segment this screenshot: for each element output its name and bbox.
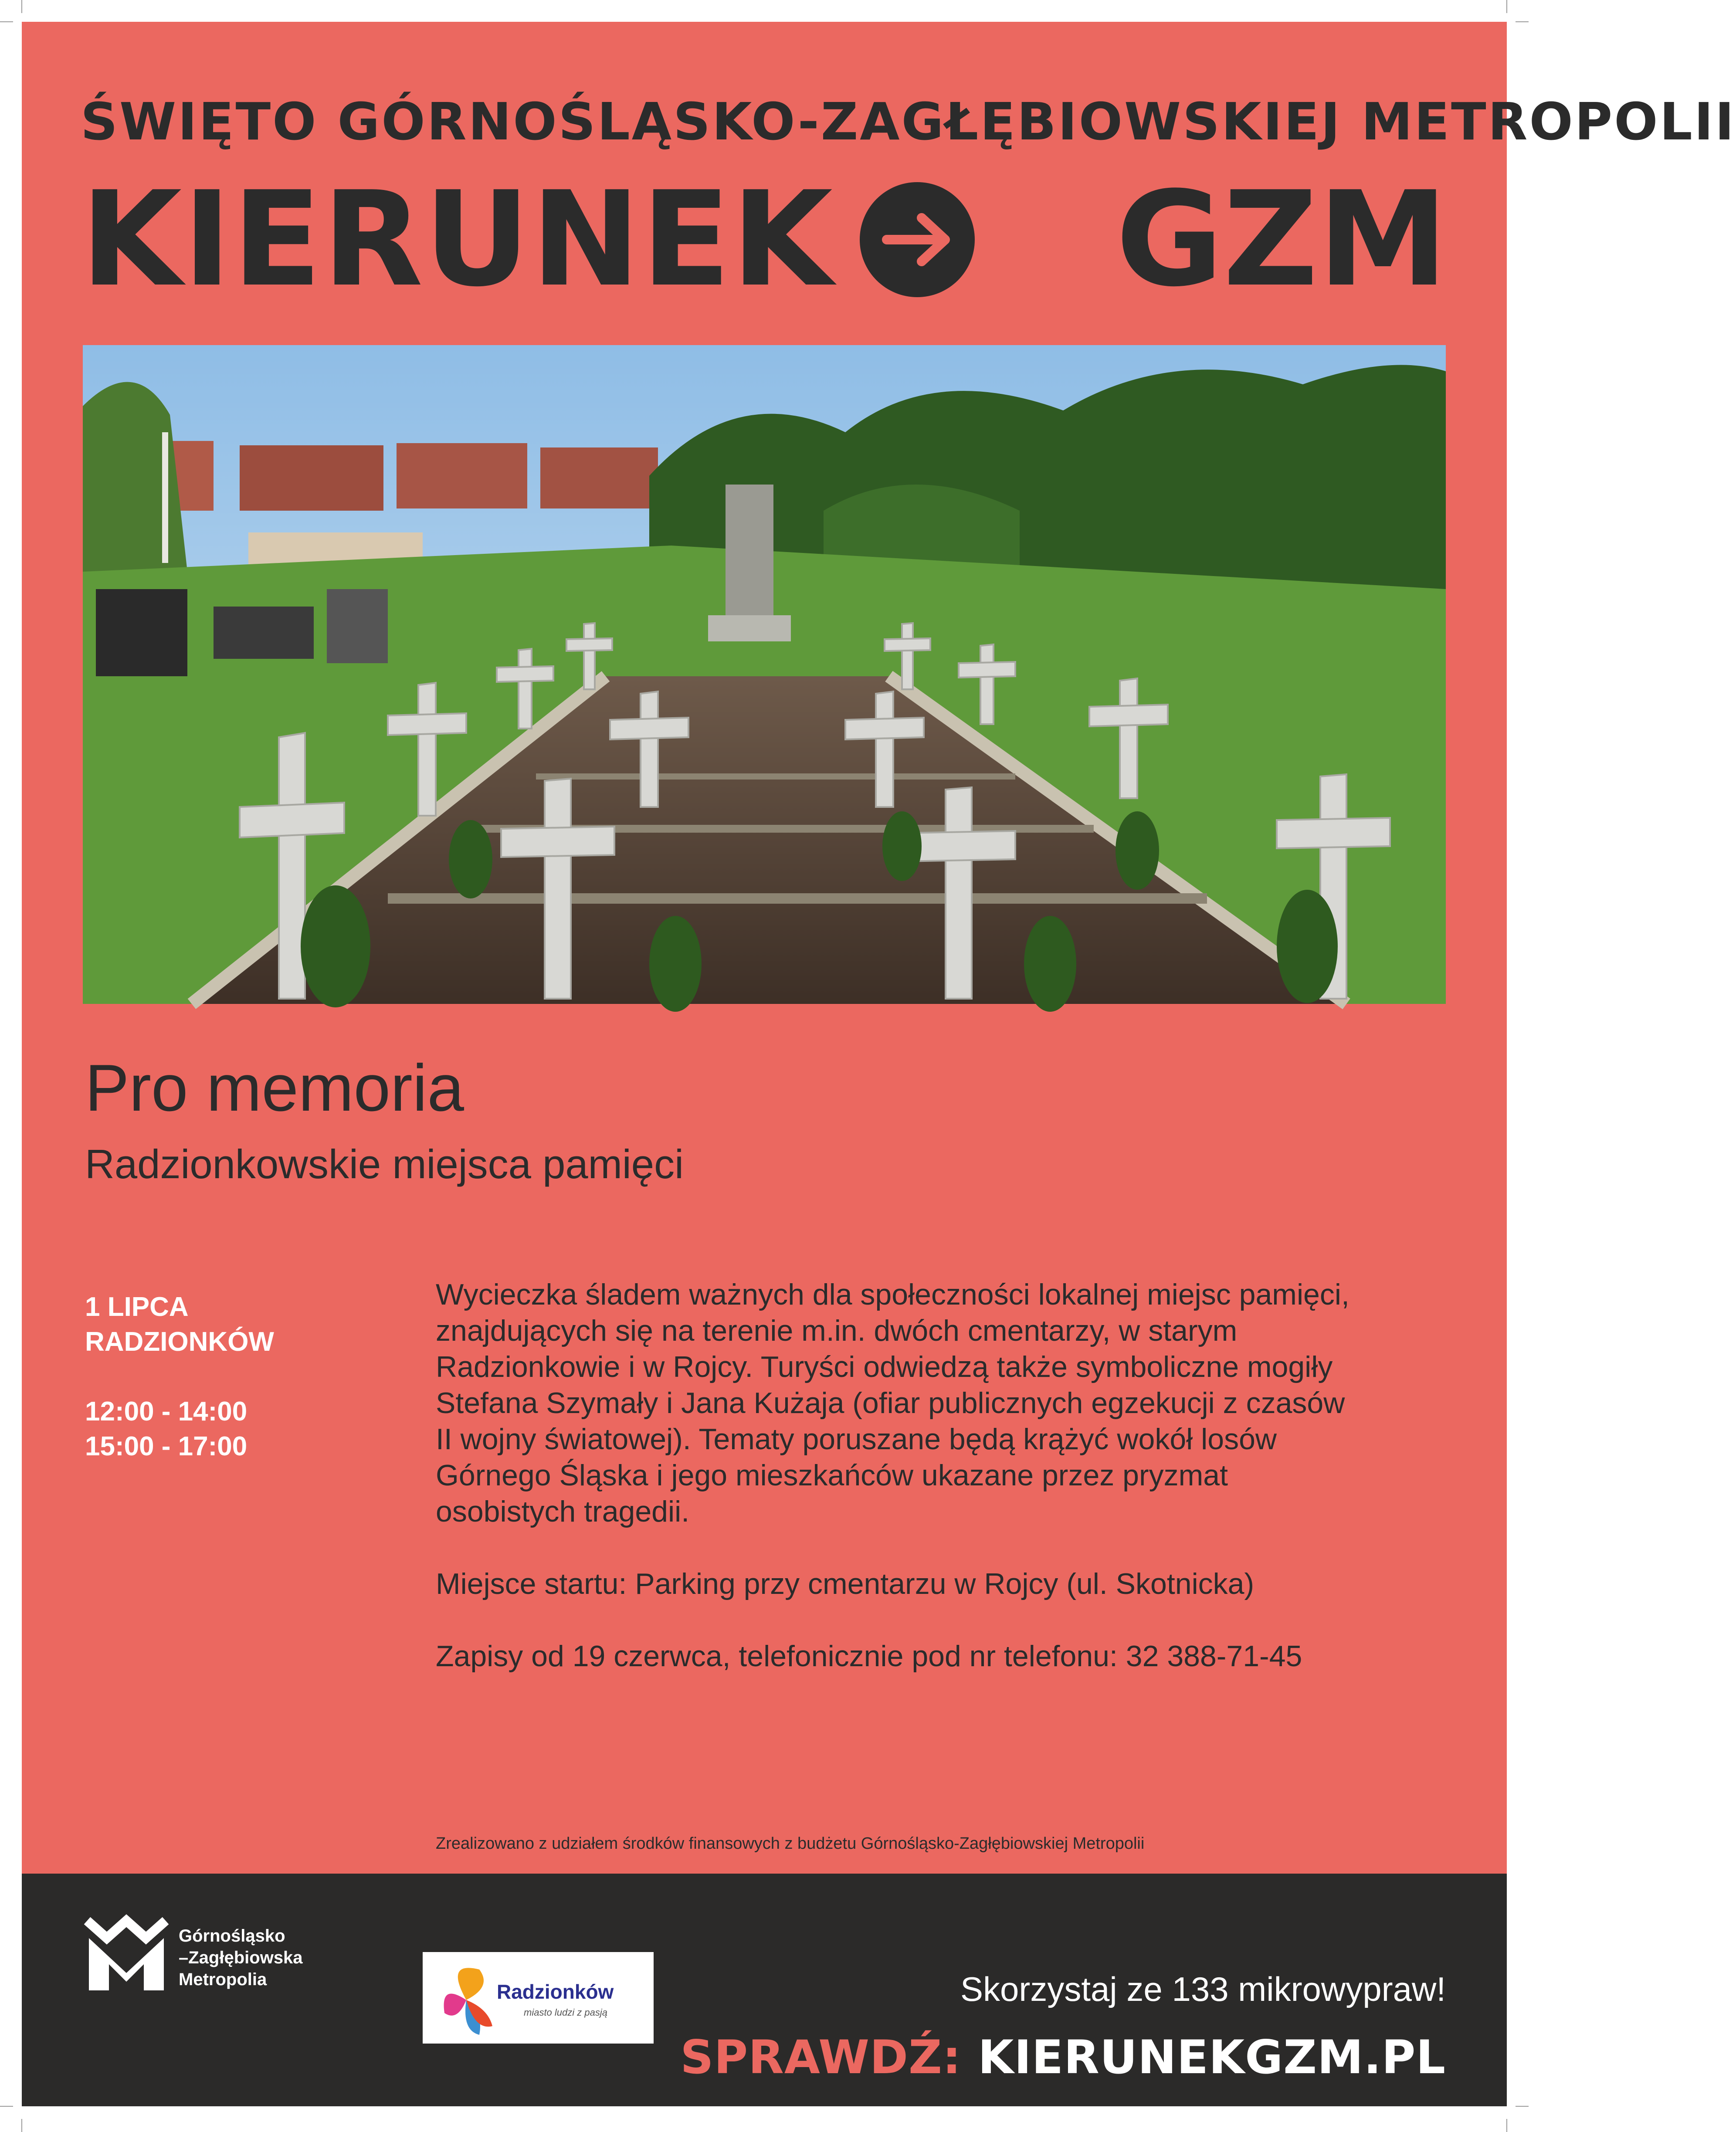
radzionkow-tagline: miasto ludzi z pasją bbox=[524, 2007, 607, 2018]
crop-mark bbox=[0, 21, 13, 22]
arrow-right-circle-icon bbox=[860, 182, 975, 297]
cta-link[interactable] bbox=[680, 2030, 1446, 2084]
description-line: znajdujących się na terenie m.in. dwóch cmentarzy, w starym bbox=[436, 1314, 1238, 1347]
funding-note: Zrealizowano z udziałem środków finansowych z budżetu Górnośląsko-Zagłębiowskiej Metropolii bbox=[436, 1834, 1145, 1853]
cta-url[interactable]: KIERUNEKGZM.PL bbox=[978, 2030, 1446, 2084]
gzm-logo-icon bbox=[83, 1912, 170, 1990]
event-time-1: 12:00 - 14:00 bbox=[85, 1396, 248, 1427]
event-info bbox=[85, 1290, 274, 1464]
description-line: II wojny światowej). Tematy poruszane będą krążyć wokół losów bbox=[436, 1423, 1277, 1456]
gzm-logo-text bbox=[179, 1925, 303, 1990]
event-description bbox=[436, 1277, 1451, 1674]
description-line: Górnego Śląska i jego mieszkańców ukazane przez pryzmat bbox=[436, 1459, 1228, 1492]
description-line: osobistych tragedii. bbox=[436, 1495, 690, 1528]
poster bbox=[22, 22, 1736, 2106]
event-title: Pro memoria bbox=[85, 1051, 464, 1125]
brand-left-text: KIERUNEK bbox=[81, 163, 834, 315]
crop-mark bbox=[21, 0, 22, 13]
start-location: Miejsce startu: Parking przy cmentarzu w Rojcy (ul. Skotnicka) bbox=[436, 1567, 1255, 1600]
gzm-logo-line: –Zagłębiowska bbox=[179, 1948, 303, 1967]
cta-label: SPRAWDŹ: bbox=[680, 2030, 962, 2084]
event-date: 1 LIPCA bbox=[85, 1292, 189, 1322]
brand-right-text: GZM bbox=[1116, 163, 1448, 315]
description-line: Wycieczka śladem ważnych dla społeczności lokalnej miejsc pamięci, bbox=[436, 1278, 1349, 1311]
cemetery-photo bbox=[83, 345, 1446, 1004]
description-line: Radzionkowie i w Rojcy. Turyści odwiedzą także symboliczne mogiły bbox=[436, 1350, 1333, 1383]
event-time-2: 15:00 - 17:00 bbox=[85, 1431, 248, 1461]
crop-mark bbox=[0, 2106, 13, 2107]
crop-mark bbox=[1506, 2119, 1507, 2132]
gzm-logo-line: Metropolia bbox=[179, 1970, 267, 1989]
festival-subtitle: ŚWIĘTO GÓRNOŚLĄSKO-ZAGŁĘBIOWSKIEJ METROPOLII bbox=[81, 92, 1736, 152]
event-subtitle: Radzionkowskie miejsca pamięci bbox=[85, 1141, 684, 1187]
crop-mark bbox=[1516, 2106, 1529, 2107]
description-line: Stefana Szymały i Jana Kużaja (ofiar publicznych egzekucji z czasów bbox=[436, 1386, 1345, 1420]
crop-mark bbox=[1506, 0, 1507, 13]
radzionkow-logo bbox=[423, 1952, 654, 2044]
brand-heading bbox=[81, 163, 1448, 315]
event-place: RADZIONKÓW bbox=[85, 1327, 274, 1357]
butterfly-icon bbox=[431, 1956, 501, 2044]
radzionkow-name: Radzionków bbox=[497, 1980, 614, 2003]
crop-mark bbox=[1516, 21, 1529, 22]
signup-info: Zapisy od 19 czerwca, telefonicznie pod nr telefonu: 32 388-71-45 bbox=[436, 1640, 1302, 1673]
gzm-logo-line: Górnośląsko bbox=[179, 1926, 285, 1946]
crop-mark bbox=[21, 2119, 22, 2132]
cta-line: Skorzystaj ze 133 mikrowypraw! bbox=[960, 1970, 1446, 2008]
